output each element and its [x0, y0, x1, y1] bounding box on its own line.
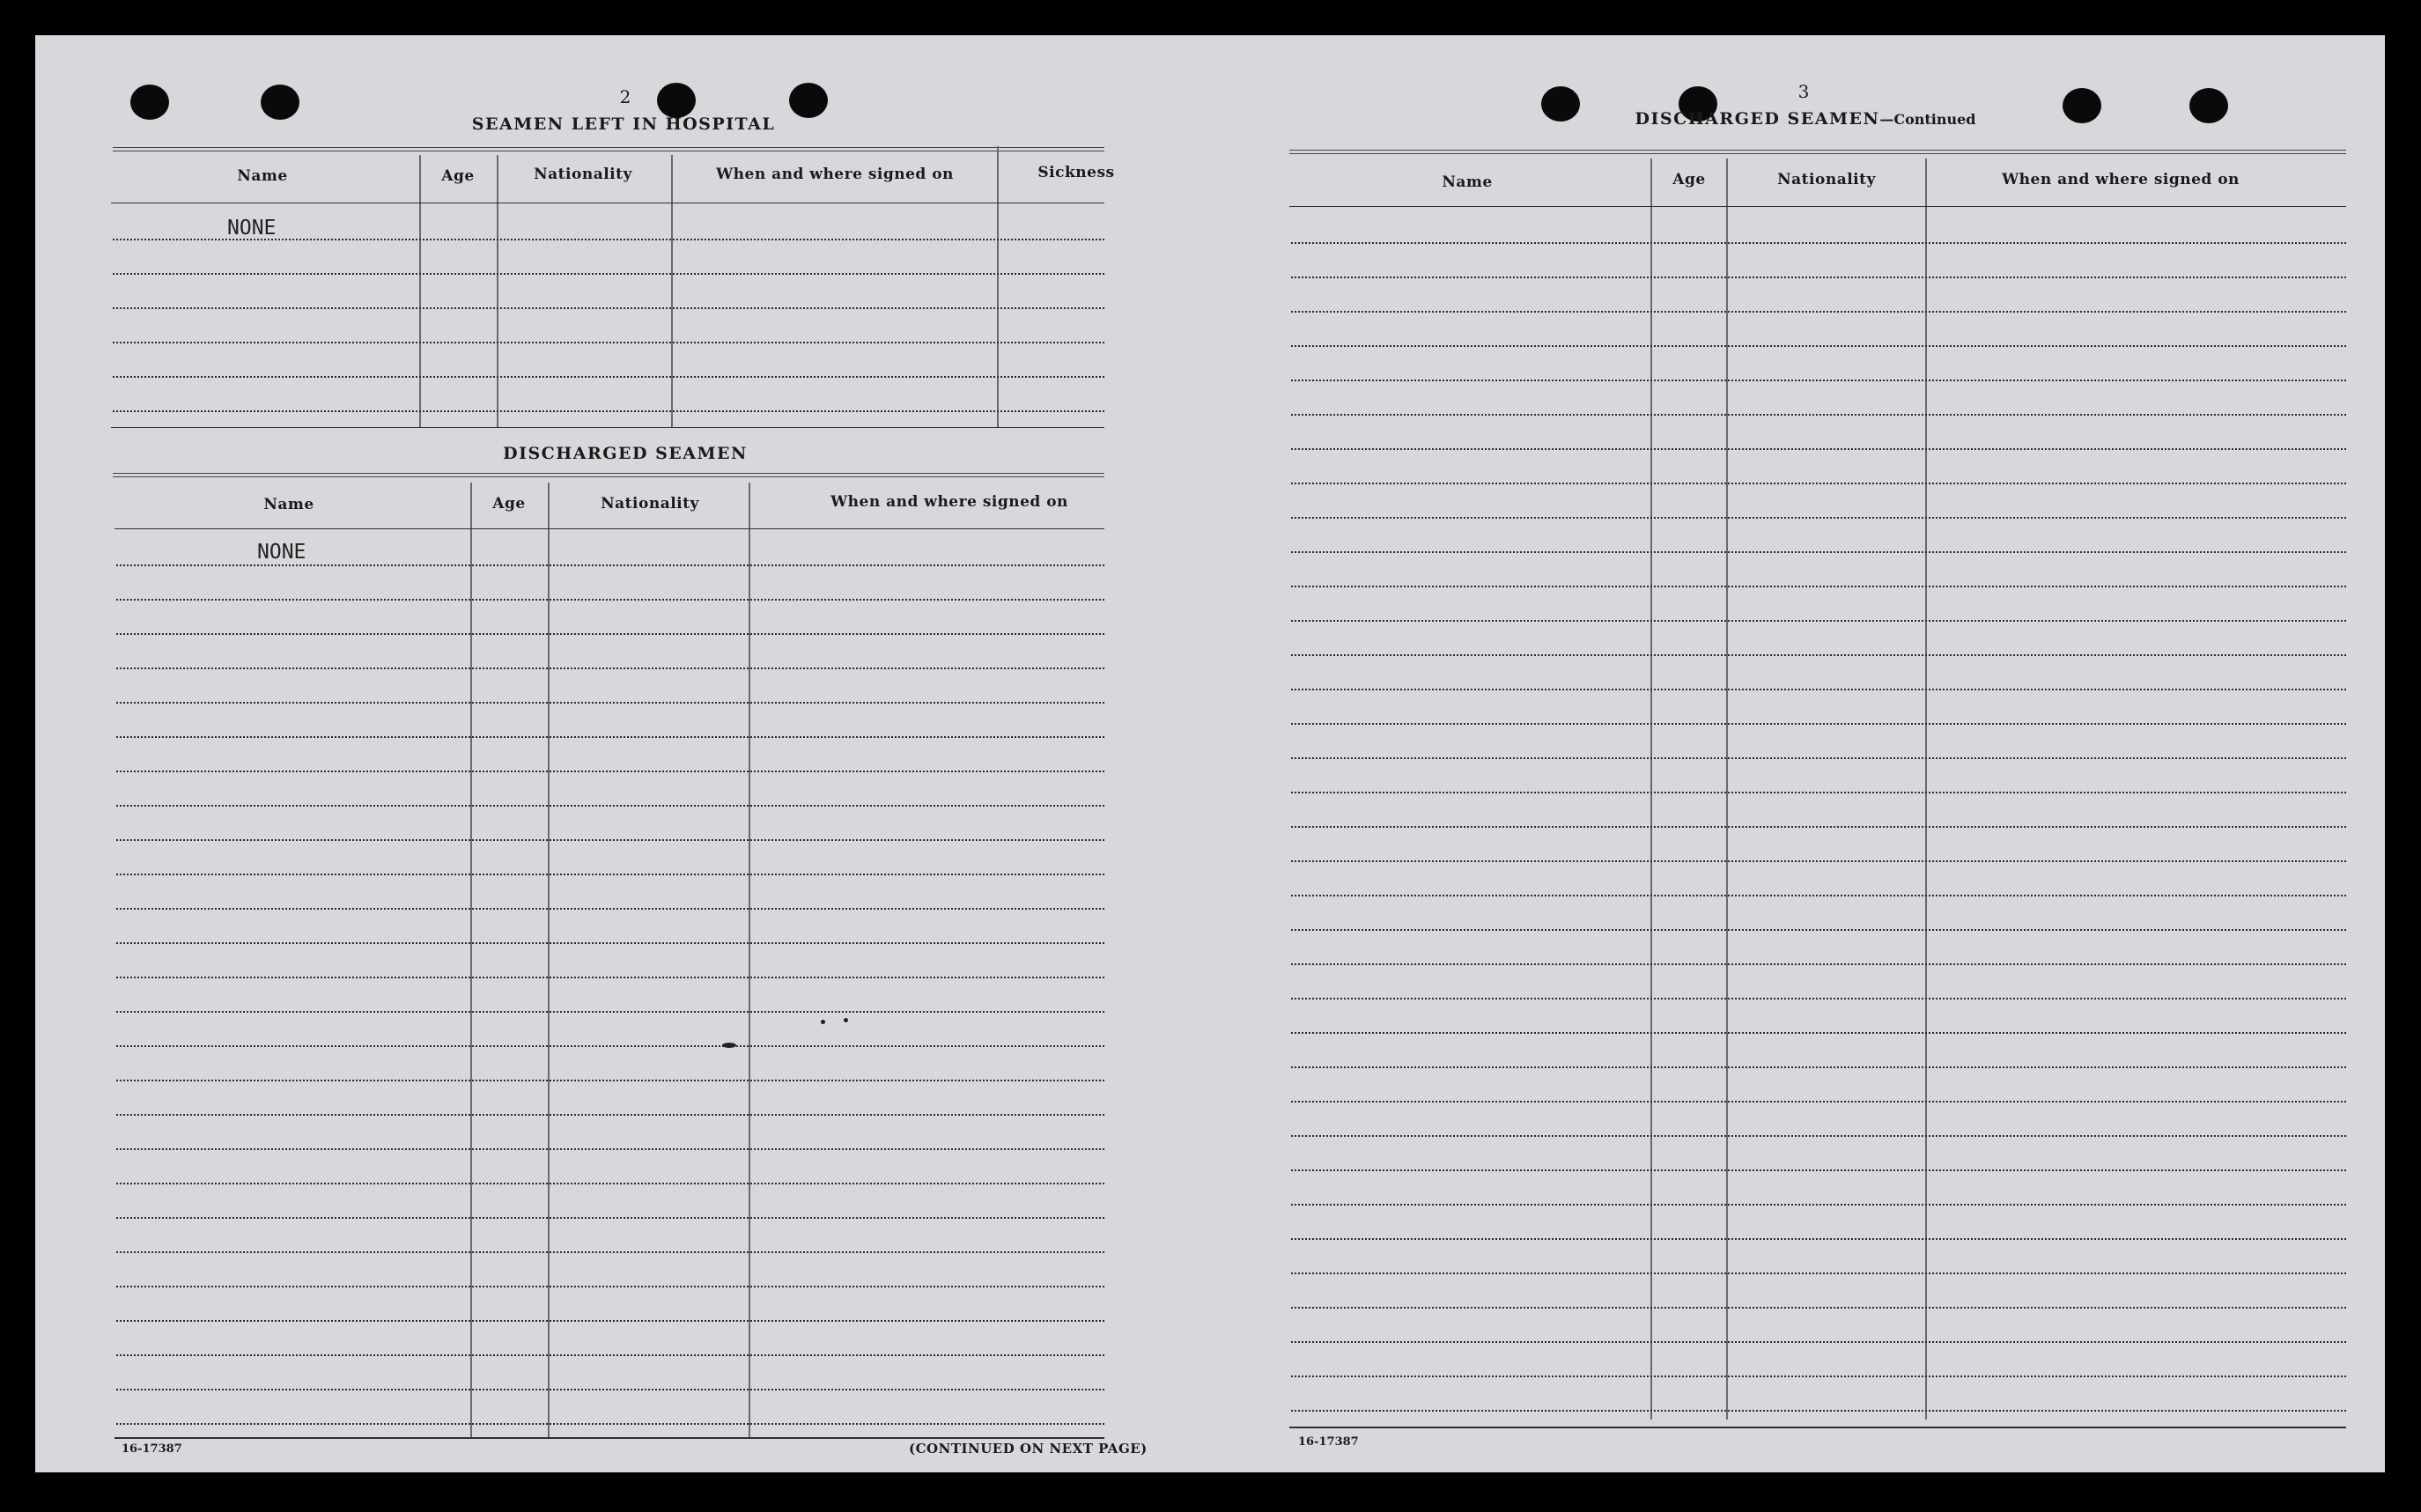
punch-hole-icon — [130, 85, 169, 120]
column-header-age: Age — [492, 495, 526, 513]
row-line — [1291, 277, 2346, 278]
row-line — [1291, 414, 2346, 416]
row-line — [116, 805, 1104, 807]
row-line — [1291, 242, 2346, 244]
title-suffix: —Continued — [1879, 111, 1976, 128]
row-line — [116, 1389, 1104, 1390]
row-line — [1291, 1341, 2346, 1343]
section-rule — [111, 427, 1104, 428]
column-header-age: Age — [441, 167, 475, 185]
row-line — [1291, 998, 2346, 999]
page-number: 2 — [619, 86, 631, 107]
form-sheet — [35, 35, 2385, 1472]
column-divider — [1925, 159, 1927, 1420]
header-underline — [114, 528, 1104, 529]
form-code: 16-17387 — [122, 1442, 182, 1456]
row-line — [116, 1045, 1104, 1047]
row-line — [116, 771, 1104, 772]
row-line — [116, 1148, 1104, 1150]
column-divider — [470, 483, 472, 1437]
header-underline — [1289, 206, 2346, 207]
row-line — [116, 839, 1104, 841]
row-line — [1291, 963, 2346, 965]
ink-speck — [722, 1043, 736, 1048]
column-header-name: Name — [263, 496, 314, 513]
row-line — [1291, 929, 2346, 931]
row-line — [116, 1320, 1104, 1322]
row-line — [1291, 792, 2346, 793]
row-line — [1291, 380, 2346, 381]
row-line — [1291, 654, 2346, 656]
row-line — [1291, 1238, 2346, 1240]
row-line — [113, 376, 1104, 378]
punch-hole-icon — [2063, 88, 2101, 123]
header-rule — [113, 147, 1104, 151]
column-divider — [671, 155, 673, 428]
row-line — [1291, 1101, 2346, 1103]
row-line — [1291, 1272, 2346, 1274]
header-rule — [113, 473, 1104, 477]
row-line — [1291, 826, 2346, 828]
row-line — [1291, 448, 2346, 450]
row-line — [113, 410, 1104, 412]
row-line — [116, 1080, 1104, 1081]
punch-hole-icon — [789, 83, 828, 118]
row-line — [1291, 620, 2346, 622]
row-line — [1291, 1135, 2346, 1137]
column-header-signed-on: When and where signed on — [716, 166, 954, 183]
punch-hole-icon — [1541, 86, 1580, 122]
row-line — [1291, 1204, 2346, 1206]
row-line — [116, 977, 1104, 978]
column-header-nationality: Nationality — [534, 166, 632, 183]
row-line — [116, 599, 1104, 601]
row-line — [116, 1423, 1104, 1425]
column-divider — [548, 483, 550, 1437]
row-line — [1291, 1066, 2346, 1068]
row-line — [1291, 1410, 2346, 1412]
column-header-name: Name — [237, 167, 288, 185]
row-line — [1291, 1169, 2346, 1171]
row-line — [1291, 345, 2346, 347]
table-bottom-rule — [1289, 1427, 2346, 1428]
row-line — [116, 1217, 1104, 1219]
row-line — [113, 239, 1104, 240]
column-divider — [419, 155, 421, 428]
row-line — [1291, 311, 2346, 313]
column-divider — [1726, 159, 1728, 1420]
punch-hole-icon — [657, 83, 696, 118]
row-line — [116, 1011, 1104, 1013]
row-line — [116, 633, 1104, 635]
row-line — [1291, 1032, 2346, 1034]
discharged-entry-name: NONE — [257, 541, 306, 564]
column-divider — [1650, 159, 1652, 1420]
discharged-section-title: DISCHARGED SEAMEN — [503, 444, 748, 463]
row-line — [116, 667, 1104, 669]
row-line — [116, 942, 1104, 944]
column-header-signed-on: When and where signed on — [2002, 171, 2240, 188]
column-divider — [749, 483, 750, 1437]
continued-note: (CONTINUED ON NEXT PAGE) — [909, 1441, 1148, 1457]
row-line — [1291, 895, 2346, 896]
discharged-continued-title — [1635, 109, 1976, 129]
ink-speck — [821, 1020, 825, 1024]
row-line — [1291, 860, 2346, 862]
row-line — [113, 307, 1104, 309]
ink-speck — [844, 1018, 848, 1022]
column-header-nationality: Nationality — [601, 495, 699, 513]
row-line — [116, 1114, 1104, 1116]
column-divider — [497, 155, 498, 428]
column-header-name: Name — [1442, 173, 1493, 191]
row-line — [113, 273, 1104, 275]
row-line — [116, 874, 1104, 875]
row-line — [116, 702, 1104, 704]
row-line — [116, 908, 1104, 910]
header-rule — [1289, 150, 2346, 154]
column-header-nationality: Nationality — [1777, 171, 1876, 188]
column-header-signed-on: When and where signed on — [830, 493, 1068, 511]
punch-hole-icon — [261, 85, 299, 120]
column-divider — [997, 146, 999, 428]
page-number: 3 — [1797, 81, 1810, 102]
row-line — [1291, 517, 2346, 519]
row-line — [1291, 483, 2346, 484]
form-code: 16-17387 — [1298, 1435, 1359, 1449]
row-line — [113, 342, 1104, 343]
row-line — [1291, 689, 2346, 690]
title-main: DISCHARGED SEAMEN — [1635, 109, 1880, 129]
row-line — [116, 1183, 1104, 1184]
row-line — [1291, 551, 2346, 553]
row-line — [116, 736, 1104, 738]
row-line — [116, 1251, 1104, 1253]
row-line — [1291, 586, 2346, 587]
row-line — [1291, 1307, 2346, 1309]
row-line — [116, 564, 1104, 566]
row-line — [116, 1286, 1104, 1287]
punch-hole-icon — [2189, 88, 2228, 123]
row-line — [116, 1354, 1104, 1356]
table-bottom-rule — [114, 1437, 1104, 1439]
column-header-age: Age — [1672, 171, 1706, 188]
row-line — [1291, 1376, 2346, 1377]
hospital-section-title: SEAMEN LEFT IN HOSPITAL — [471, 114, 776, 134]
column-header-sickness: Sickness — [1037, 164, 1115, 181]
hospital-entry-name: NONE — [227, 217, 277, 240]
row-line — [1291, 757, 2346, 759]
row-line — [1291, 723, 2346, 725]
